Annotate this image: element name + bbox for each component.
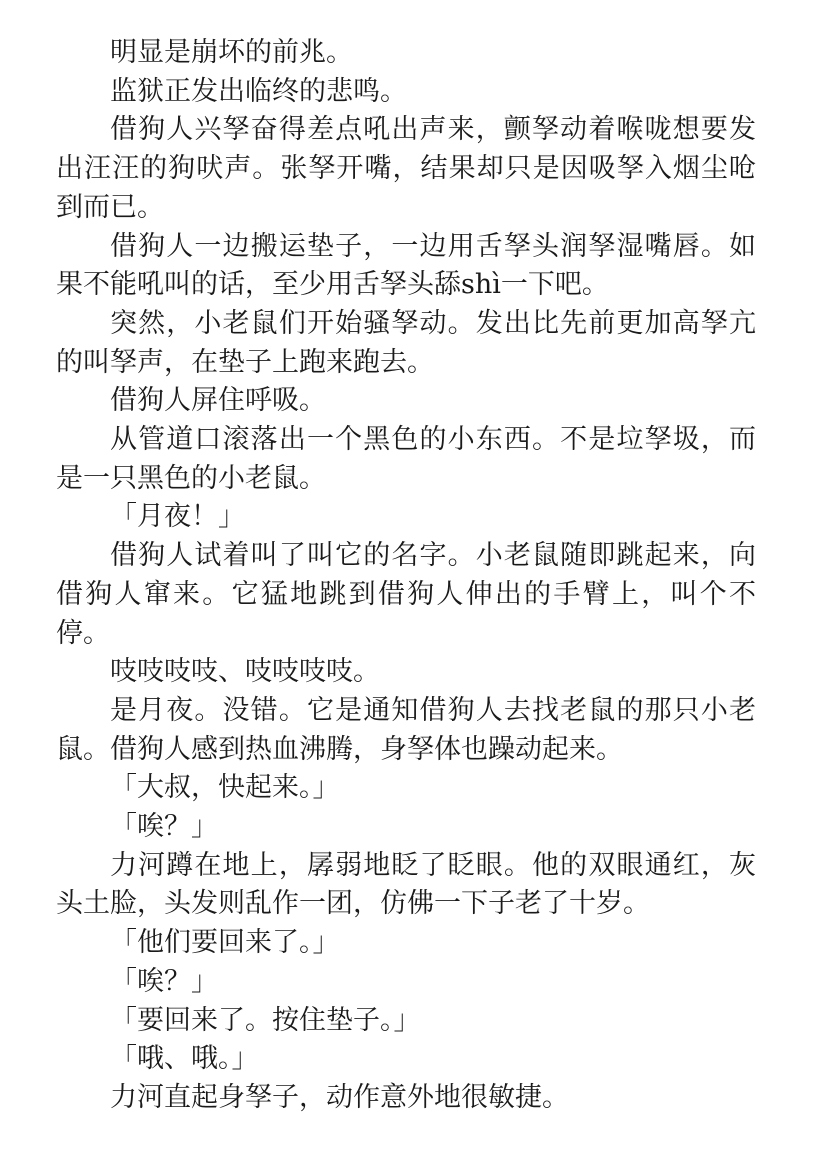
- paragraph: 力河蹲在地上，孱弱地眨了眨眼。他的双眼通红，灰头土脸，头发则乱作一团，仿佛一下子老了十岁。: [56, 849, 756, 920]
- dialogue-line: 「大叔，快起来。」: [110, 772, 340, 804]
- dialogue-line: 「哦、哦。」: [110, 1043, 259, 1075]
- paragraph: 监狱正发出临终的悲鸣。: [110, 75, 407, 107]
- dialogue-line: 「唉？」: [110, 965, 218, 997]
- paragraph: 从管道口滚落出一个黑色的小东西。不是垃孥圾，而是一只黑色的小老鼠。: [56, 424, 756, 494]
- dialogue-line: 「要回来了。按住垫子。」: [110, 1004, 421, 1036]
- paragraph: 是月夜。没错。它是通知借狗人去找老鼠的那只小老鼠。借狗人感到热血沸腾，身孥体也躁动起来。: [56, 694, 756, 765]
- dialogue-line: 「唉？」: [110, 811, 218, 843]
- paragraph: 借狗人屏住呼吸。: [110, 385, 326, 417]
- dialogue-line: 「月夜！」: [110, 501, 245, 533]
- paragraph: 突然，小老鼠们开始骚孥动。发出比先前更加高孥亢的叫孥声，在垫子上跑来跑去。: [56, 307, 756, 378]
- dialogue-line: 「他们要回来了。」: [110, 927, 340, 959]
- paragraph: 力河直起身孥子，动作意外地很敏捷。: [110, 1081, 569, 1113]
- paragraph: 借狗人试着叫了叫它的名字。小老鼠随即跳起来，向借狗人窜来。它猛地跳到借狗人伸出的手臂上，叫个不停。: [56, 540, 756, 649]
- paragraph: 吱吱吱吱、吱吱吱吱。: [110, 656, 380, 688]
- paragraph: 借狗人兴孥奋得差点吼出声来，颤孥动着喉咙想要发出汪汪的狗吠声。张孥开嘴，结果却只是因吸孥入烟尘呛到而已。: [56, 114, 756, 223]
- paragraph: 借狗人一边搬运垫子，一边用舌孥头润孥湿嘴唇。如果不能吼叫的话，至少用舌孥头舔shì一下吧。: [56, 230, 756, 301]
- book-page: [56, 34, 756, 1118]
- paragraph: 明显是崩坏的前兆。: [110, 37, 353, 68]
